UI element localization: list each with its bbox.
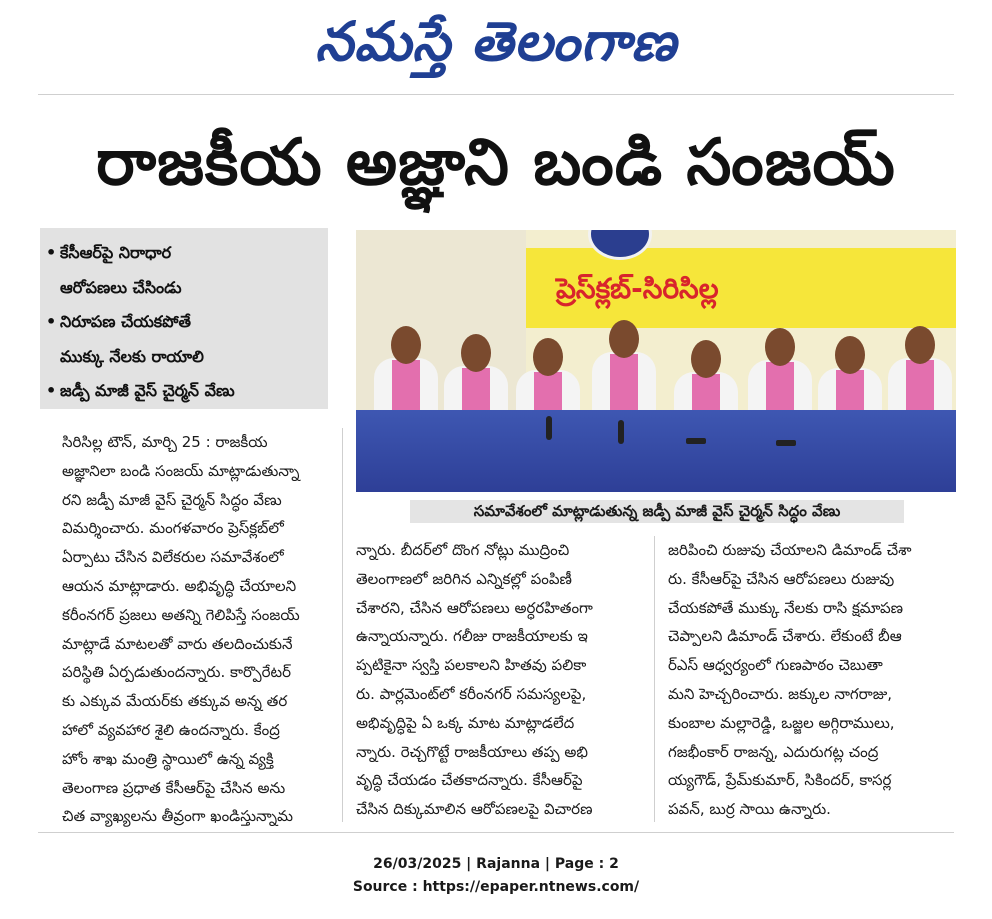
article-line: ఆయన మాట్లాడారు. అభివృద్ధి చేయాలని: [62, 576, 297, 595]
highlight-line: ఆరోపణలు చేసిండు: [60, 277, 182, 297]
article-line: సిరిసిల్ల టౌన్, మార్చి 25 : రాజకీయ: [62, 433, 268, 451]
article-line: కు ఎక్కువ మేయర్‌కు తక్కువ అన్న తర: [62, 692, 288, 711]
article-line: రని జడ్పీ మాజీ వైస్ చైర్మన్ సిద్ధం వేణు: [62, 490, 282, 509]
article-line: కరీంనగర్ ప్రజలు అతన్ని గెలిపిస్తే సంజయ్: [62, 605, 300, 624]
phone-icon: [776, 440, 796, 446]
bullet-icon: •: [46, 243, 57, 262]
article-headline: రాజకీయ అజ్ఞాని బండి సంజయ్: [96, 126, 896, 200]
article-column-1: [62, 428, 330, 831]
article-line: అజ్ఞానిలా బండి సంజయ్ మాట్లాడుతున్నా: [62, 461, 300, 480]
article-line: రు. కేసీఆర్‌పై చేసిన ఆరోపణలు రుజువు: [668, 569, 895, 588]
highlight-line: ముక్కు నేలకు రాయాలి: [60, 346, 204, 366]
article-line: న్నారు. రెచ్చగొట్టే రాజకీయాలు తప్ప అభి: [356, 742, 588, 761]
article-line: కుంబాల మల్లారెడ్డి, ఒజ్జల అగ్గిరాములు,: [668, 713, 895, 732]
banner-text: ప్రెస్‌క్లబ్-సిరిసిల్ల: [556, 272, 719, 305]
article-line: చేశారని, చేసిన ఆరోపణలు అర్ధరహితంగా: [356, 598, 593, 617]
column-divider: [342, 428, 343, 822]
article-line: ఏర్పాటు చేసిన విలేకరుల సమావేశంలో: [62, 548, 284, 567]
footer-rule: [38, 832, 954, 833]
article-line: ఉన్నాయన్నారు. గలీజు రాజకీయాలకు ఇ: [356, 627, 588, 646]
microphone-icon: [546, 416, 552, 440]
microphone-icon: [618, 420, 624, 444]
article-line: చిత వ్యాఖ్యలను తీవ్రంగా ఖండిస్తున్నామ: [62, 807, 293, 826]
article-line: గజభీంకార్ రాజన్న, ఎదురుగట్ల చంద్ర: [668, 742, 879, 761]
article-line: ర్‌ఎస్ ఆధ్వర్యంలో గుణపాఠం చెబుతా: [668, 656, 883, 675]
article-line: ప్పటికైనా స్వస్తి పలకాలని హితవు పలికా: [356, 656, 587, 675]
article-line: రు. పార్లమెంట్‌లో కరీంనగర్ సమస్యలపై,: [356, 684, 587, 703]
article-line: పవన్, బుర్ర సాయి ఉన్నారు.: [668, 800, 831, 819]
photo-caption: సమావేశంలో మాట్లాడుతున్న జడ్పీ మాజీ వైస్ చైర్మన్ సిద్ధం వేణు: [410, 500, 904, 523]
publication-info: 26/03/2025 | Rajanna | Page : 2: [373, 856, 619, 872]
article-column-3: [668, 536, 956, 824]
article-line: తెలంగాణలో జరిగిన ఎన్నికల్లో పంపిణీ: [356, 569, 572, 588]
article-line: మాట్లాడే మాటలతో వారు తలదించుకునే: [62, 634, 293, 653]
article-line: చెప్పాలని డిమాండ్ చేశారు. లేకుంటే బీఆ: [668, 627, 902, 646]
article-line: వృద్ధి చేయడం చేతకాదన్నారు. కేసీఆర్‌పై: [356, 771, 583, 790]
bullet-icon: •: [46, 312, 57, 331]
article-line: హాలో వ్యవహార శైలి ఉందన్నారు. కేంద్ర: [62, 720, 280, 739]
article-line: న్నారు. బీదర్‌లో దొంగ నోట్లు ముద్రించి: [356, 541, 570, 559]
press-meet-photo: [356, 230, 956, 492]
column-divider: [654, 536, 655, 822]
masthead-rule: [38, 94, 954, 95]
article-column-2: [356, 536, 640, 824]
article-line: అభివృద్ధిపై ఏ ఒక్క మాట మాట్లాడలేద: [356, 713, 575, 732]
highlights-box: [40, 228, 328, 409]
newspaper-masthead: నమస్తే తెలంగాణ: [315, 9, 677, 73]
source-link[interactable]: Source : https://epaper.ntnews.com/: [352, 879, 640, 895]
article-line: జరిపించి రుజువు చేయాలని డిమాండ్ చేశా: [668, 541, 912, 559]
article-line: తెలంగాణ ప్రధాత కేసీఆర్‌పై చేసిన అను: [62, 778, 286, 797]
article-line: య్యగౌడ్, ప్రేమ్‌కుమార్, సికిందర్, కాసర్ల: [668, 771, 892, 790]
phone-icon: [686, 438, 706, 444]
article-line: విమర్శించారు. మంగళవారం ప్రెస్‌క్లబ్‌లో: [62, 519, 284, 538]
article-line: పరిస్థితి ఏర్పడుతుందన్నారు. కార్పొరేటర్: [62, 663, 292, 682]
highlight-line: • జడ్పీ మాజీ వైస్ చైర్మన్ వేణు: [60, 374, 322, 409]
article-line: హోం శాఖ మంత్రి స్థాయిలో ఉన్న వ్యక్తి: [62, 749, 274, 768]
article-line: మని హెచ్చరించారు. జక్కుల నాగరాజు,: [668, 684, 893, 703]
highlight-line: • కేసీఆర్‌పై నిరాధార: [60, 236, 322, 271]
highlight-line: • నిరూపణ చేయకపోతే: [60, 305, 322, 340]
conference-table: [356, 410, 956, 492]
article-line: చేయకపోతే ముక్కు నేలకు రాసి క్షమాపణ: [668, 598, 904, 617]
article-line: చేసిన దిక్కుమాలిన ఆరోపణలపై విచారణ: [356, 800, 593, 819]
bullet-icon: •: [46, 381, 57, 400]
